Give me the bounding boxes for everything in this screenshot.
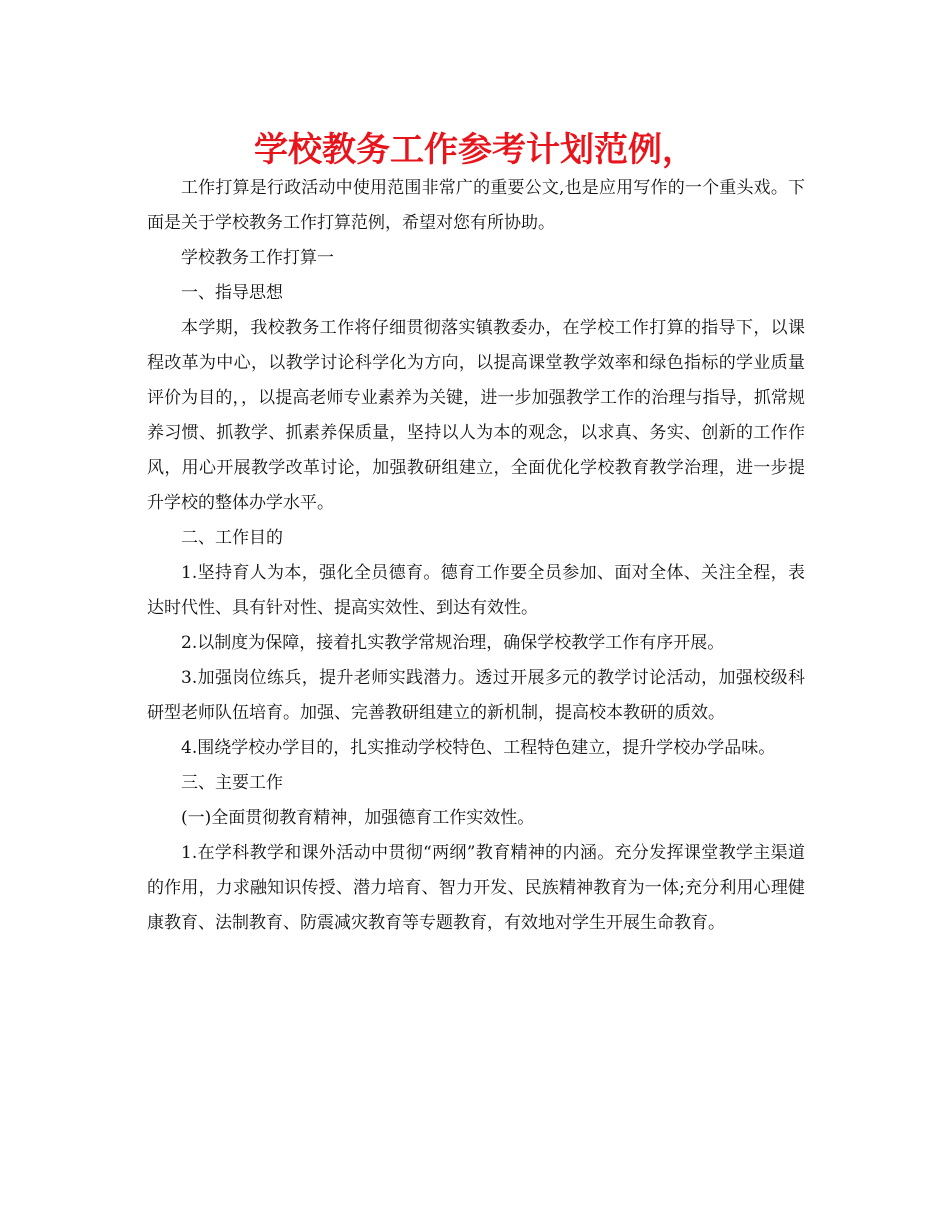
paragraph-goal-1: 1.坚持育人为本，强化全员德育。德育工作要全员参加、面对全体、关注全程，表达时代性、具有针对性、提高实效性、到达有效性。	[147, 563, 805, 618]
paragraph-intro: 工作打算是行政活动中使用范围非常广的重要公文,也是应用写作的一个重头戏。下面是关于学校教务工作打算范例，希望对您有所协助。	[147, 178, 805, 233]
paragraph-plan-heading: 学校教务工作打算一	[181, 248, 334, 268]
subsection-heading-1: (一)全面贯彻教育精神，加强德育工作实效性。	[181, 808, 535, 828]
paragraph-goal-2: 2.以制度为保障，接着扎实教学常规治理，确保学校教学工作有序开展。	[181, 633, 725, 653]
section-heading-main-work: 三、主要工作	[181, 773, 283, 793]
paragraph-goal-3: 3.加强岗位练兵，提升老师实践潜力。透过开展多元的教学讨论活动，加强校级科研型老师队伍培育。加强、完善教研组建立的新机制，提高校本教研的质效。	[147, 668, 805, 723]
document-title: 学校教务工作参考计划范例，	[254, 130, 696, 170]
document-body	[147, 171, 805, 941]
section-heading-guiding-ideology: 一、指导思想	[181, 283, 283, 303]
paragraph-main-work-1: 1.在学科教学和课外活动中贯彻“两纲”教育精神的内涵。充分发挥课堂教学主渠道的作用，力求融知识传授、潜力培育、智力开发、民族精神教育为一体;充分利用心理健康教育、法制教育、防震减灾教育等专题教育，有效地对学生开展生命教育。	[147, 843, 805, 933]
paragraph-guiding-ideology: 本学期，我校教务工作将仔细贯彻落实镇教委办，在学校工作打算的指导下，以课程改革为中心，以教学讨论科学化为方向，以提高课堂教学效率和绿色指标的学业质量评价为目的，，以提高老师专业素养为关键，进一步加强教学工作的治理与指导，抓常规养习惯、抓教学、抓素养保质量，坚持以人为本的观念，以求真、务实、创新的工作作风，用心开展教学改革讨论，加强教研组建立，全面优化学校教育教学治理，进一步提升学校的整体办学水平。	[147, 318, 805, 513]
section-heading-work-goals: 二、工作目的	[181, 528, 283, 548]
paragraph-goal-4: 4.围绕学校办学目的，扎实推动学校特色、工程特色建立，提升学校办学品味。	[181, 738, 776, 758]
